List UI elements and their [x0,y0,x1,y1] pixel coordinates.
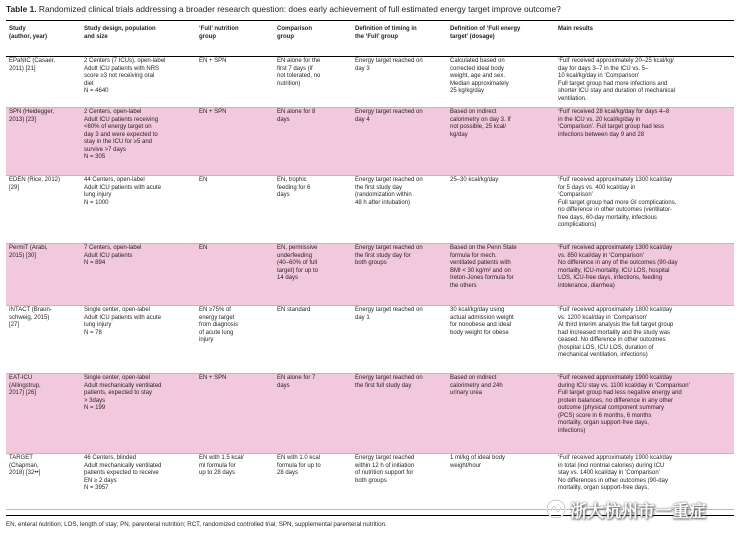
table-row-spn [6,108,734,176]
cell-line: (randomization within [355,192,412,198]
header-line: Definition of ‘Full energy [450,26,521,32]
table-cell [196,176,274,244]
column-header-1 [81,22,196,57]
table-cell [81,374,196,454]
table-cell [555,244,734,306]
cell-line: both groups [355,260,387,266]
cell-line: patients, expected to stay [84,390,153,396]
table-cell [352,454,447,510]
cell-line: Energy target reached [355,455,415,461]
cell-line: up to 28 days [199,470,236,476]
cell-line: both groups [355,477,387,484]
table-cell [196,374,274,454]
cell-line: EN with 1.0 kcal [277,455,321,461]
cell-line: infections) [558,427,586,434]
table-cell [447,57,555,108]
cell-line: score ≥3 not receiving oral [84,73,155,79]
cell-line: first 7 days (if [277,65,313,72]
table-row-eat-icu [6,374,734,454]
table-row-intact [6,306,734,374]
cell-line: formula for up to [277,462,321,469]
cell-line: schweig, 2015) [9,314,50,321]
header-row [6,22,734,57]
table-cell [274,108,352,176]
cell-line: Based on indirect [450,375,497,381]
cell-line: PermiT (Arabi, [9,245,48,251]
cell-line: during ICU stay vs. 1100 kcal/day in ‘Comparison’ [558,382,690,389]
table-cell [81,108,196,176]
cell-line: shorter ICU stay and duration of mechanical [558,88,676,94]
table-cell [274,244,352,306]
cell-line: EN [199,177,208,183]
cell-line: free days, 60-day mortality, infectious [558,214,657,221]
column-header-6 [555,22,734,57]
table-cell [447,306,555,374]
cell-line: Energy target reached on [355,245,423,251]
cell-line: N = 199 [84,405,106,411]
cell-line: Based on the Penn State [450,245,517,251]
table-row-epanic [6,57,734,108]
cell-line: Full target group had less negative energy and [558,390,682,396]
table-cell [6,374,81,454]
column-header-3 [274,22,352,57]
cell-line: calorimetry and 24h [450,382,503,389]
header-line: Study [9,26,26,32]
cell-line: 7 Centers, open-label [84,245,142,251]
table-cell [555,57,734,108]
table-cell [447,244,555,306]
header-line: target’ (dosage) [450,33,495,40]
cell-line: lung injury [84,192,112,198]
table-row-eden [6,176,734,244]
cell-line: Energy target reached on [355,177,423,183]
cell-line: 46 Centers, blinded [84,455,137,461]
cell-line: diet [84,80,94,87]
cell-line: corrected ideal body [450,65,505,72]
cell-line: ‘Full’ received approximately 1300 kcal/day [558,177,673,183]
table-cell [6,454,81,510]
cell-line: Adult ICU patients with acute [84,314,162,321]
cell-line: 30 kcal/kg/day using [450,307,505,313]
cell-line: underfeeding [277,252,313,259]
cell-line: N = 78 [84,329,102,336]
cell-line: (40–60% of full [277,260,318,266]
cell-line: day 3 [355,65,370,72]
cell-line: 2013) [23] [9,116,37,123]
cell-line: 44 Centers, open-label [84,177,145,183]
cell-line: EN ≥ 2 days [84,477,117,484]
cell-line: 10 kcal/kg/day in ‘Comparison’ [558,73,640,79]
cell-line: LOS, ICU-free days, infections, feeding [558,275,663,281]
cell-line: EN ≥75% of [199,307,231,313]
cell-line: Single center, open-label [84,375,151,381]
table-cell [274,176,352,244]
cell-line: Adult ICU patients [84,252,133,259]
cell-line: 2 Centers (7 ICUs), open-label [84,58,166,64]
cell-line: ml formula for [199,462,236,469]
cell-line: EN, permissive [277,245,318,251]
cell-line: EPaNIC (Casaer, [9,58,56,64]
cell-line: ‘Full’ received approximately 1800 kcal/day [558,307,673,313]
wechat-channel-icon [546,499,566,519]
cell-line: outcome (physical component summary [558,405,665,411]
table-cell [196,306,274,374]
cell-line: ventilated patients with [450,260,511,266]
watermark [546,496,736,522]
cell-line: <60% of energy target on [84,124,152,130]
table-cell [274,57,352,108]
cell-line: N = 1000 [84,199,109,206]
cell-line: EAT-ICU [9,375,33,381]
table-cell [447,108,555,176]
cell-line: actual admission weight [450,314,514,321]
table-cell [81,176,196,244]
cell-line: Single center, open-label [84,307,151,313]
cell-line: Energy target reached on [355,375,423,381]
cell-line: weight, age and sex. [450,73,506,79]
table-caption [6,2,734,17]
cell-line: 14 days [277,275,299,281]
cell-line: intolerance, diarrhea) [558,282,615,289]
table-cell [196,57,274,108]
cell-line: feeding for 6 [277,184,311,191]
cell-line: No difference in any of the outcomes (90-day [558,260,678,266]
cell-line: No differences in other outcomes (90-day [558,477,668,484]
cell-line: for 5 days vs. 400 kcal/day in [558,184,636,191]
cell-line: not tolerated, no [277,73,321,79]
cell-line: protein balances, no difference in any other [558,397,673,404]
caption-text: Randomized clinical trials addressing a broader research question: does early achievement of full estimated energy target improve outcome? [38,4,561,14]
cell-line: 25 kg/kg/day [450,88,485,94]
table-cell [81,306,196,374]
cell-line: Ireton-Jones formula for [450,275,514,281]
cell-line: (Allingstrup, [9,382,41,389]
cell-line: patients expected to receive [84,470,159,476]
cell-line: infections between day 9 and 28 [558,131,645,138]
cell-line: Full target group had more infections and [558,80,668,87]
table-cell [274,374,352,454]
cell-line: ceased. No difference in other outcomes [558,337,666,343]
header-line: the ‘Full’ group [355,33,398,40]
table-cell [352,244,447,306]
cell-line: no difference in other outcomes (ventilator- [558,207,672,213]
cell-line: EN alone for 8 [277,109,316,115]
table-cell [196,108,274,176]
cell-line: 28 days [277,470,299,476]
cell-line: Energy target reached on [355,307,423,313]
cell-line: from diagnosis [199,322,239,328]
cell-line: mortality, organ support-free days, [558,485,649,491]
cell-line: INTACT (Braun- [9,307,52,313]
cell-line: Adult ICU patients with acute [84,184,162,191]
cell-line: weight/hour [450,462,482,469]
cell-line: Energy target reached on [355,58,423,64]
cell-line: ‘Full’ received approximately 20–25 kcal/kg/ [558,58,674,64]
cell-line: (Chapman, [9,462,39,469]
cell-line: urinary urea [450,390,483,396]
cell-line: N = 4640 [84,88,109,94]
table-cell [352,108,447,176]
cell-line: (PCS) score in 6 months, 6 months [558,412,652,419]
cell-line: stay vs. 1400 kcal/day in ‘Comparison’ [558,470,661,476]
watermark-text: 浙大杭州市一重症 [570,501,706,522]
cell-line: Based on indirect [450,109,497,115]
table-cell [6,57,81,108]
table-cell [6,306,81,374]
cell-line: EN alone for 7 [277,375,316,381]
cell-line: EN + SPN [199,58,227,64]
cell-line: ‘Comparison’ [558,192,594,198]
table-cell [81,454,196,510]
header-line: ‘Full’ nutrition [199,26,239,32]
trials-table [6,22,734,510]
header-line: group [277,33,294,40]
cell-line: the first study day for [355,252,411,259]
cell-line: EN + SPN [199,109,227,115]
header-line: and size [84,33,108,40]
cell-line: Adult mechanically ventilated [84,382,162,389]
cell-line: day 1 [355,314,370,321]
table-cell [352,176,447,244]
cell-line: ‘Full’ received approximately 1900 kcal/day [558,375,673,381]
table-cell [447,454,555,510]
table-cell [352,374,447,454]
cell-line: body weight for obese [450,329,509,336]
column-header-2 [196,22,274,57]
cell-line: SPN (Heidegger, [9,109,55,115]
header-line: (author, year) [9,33,48,40]
cell-line: of nutrition support for [355,470,414,476]
table-cell [196,454,274,510]
cell-line: formula for mech. [450,252,497,259]
table-row-permit [6,244,734,306]
cell-line: vs. 850 kcal/day in ‘Comparison’ [558,252,645,259]
cell-line: in total (incl nontrial calories) during ICU [558,462,665,469]
cell-line: Adult mechanically ventilated [84,462,162,469]
cell-line: calorimetry on day 3. If [450,116,511,123]
table-footnote: EN, enteral nutrition; LOS, length of stay; PN, parenteral nutrition; RCT, randomized controlled trial; SPN, supplemental parenteral nutrition. [6,521,387,528]
cell-line: ‘Full’ received approximately 1300 kcal/day [558,245,673,251]
cell-line: 48 h after intubation) [355,199,411,206]
cell-line: lung injury [84,322,112,328]
cell-line: N = 3957 [84,485,109,491]
cell-line: within 12 h of initiation [355,462,415,469]
cell-line: the first full study day [355,382,412,389]
table-cell [555,374,734,454]
cell-line: 25–30 kcal/kg/day [450,177,499,183]
cell-line: kg/day [450,131,468,138]
header-line: Comparison [277,26,313,32]
cell-line: the first study day [355,184,403,191]
cell-line: nutrition) [277,80,301,87]
cell-line: 2017) [26] [9,390,37,396]
cell-line: EN + SPN [199,375,227,381]
cell-line: mortality, ICU-mortality, ICU LOS, hospital [558,267,670,274]
table-cell [447,374,555,454]
table-cell [555,306,734,374]
cell-line: BMI < 30 kg/m² and on [450,267,511,274]
cell-line: Energy target reached on [355,109,423,115]
cell-line: Adult ICU patients with NRS [84,65,160,72]
table-cell [196,244,274,306]
cell-line: had increased mortality and the study was [558,329,671,336]
cell-line: Calculated based on [450,58,505,64]
table-body [6,57,734,510]
cell-line: not possible, 25 kcal/ [450,124,507,130]
cell-line: mechanical ventilation, infections) [558,352,648,358]
cell-line: 2 Centers, open-label [84,109,142,115]
cell-line: for nonobese and ideal [450,322,512,328]
header-line: group [199,33,216,40]
table-cell [274,454,352,510]
cell-line: of acute lung [199,329,234,336]
cell-line: the others [450,282,477,289]
table-cell [352,57,447,108]
cell-line: injury [199,337,214,343]
cell-line: EN with 1.5 kcal/ [199,455,244,461]
cell-line: EN, trophic [277,177,307,183]
cell-line: 2011) [21] [9,65,36,72]
table-cell [6,244,81,306]
cell-line: stay in the ICU for ≥5 and [84,139,152,145]
column-header-5 [447,22,555,57]
top-rule [6,20,734,21]
cell-line: At third interim analysis the full target group [558,322,674,328]
table-cell [81,244,196,306]
cell-line: 1 ml/kg of ideal body [450,455,506,461]
cell-line: mortality, organ support-free days, [558,420,649,426]
cell-line: N = 305 [84,154,106,160]
cell-line: target) for up to [277,267,319,274]
cell-line: days [277,382,290,389]
cell-line: EN standard [277,307,311,313]
cell-line: day 3 and were expected to [84,131,158,138]
cell-line: day 4 [355,116,370,123]
cell-line: days [277,116,290,123]
cell-line: ‘Comparison’. Full target group had less [558,124,665,130]
cell-line: day for days 3–7 in the ICU vs. 5– [558,65,649,72]
table-cell [447,176,555,244]
cell-line: 2015) [30] [9,252,37,259]
cell-line: ventilation. [558,95,587,102]
cell-line: Full target group had more GI complications, [558,199,677,206]
table-cell [555,108,734,176]
cell-line: ‘Full’ received 28 kcal/kg/day for days 4–8 [558,109,670,115]
header-line: Study design, population [84,26,156,32]
caption-label: Table 1. [6,4,37,14]
cell-line: TARGET [9,455,33,461]
table-cell [6,176,81,244]
cell-line: survive >7 days [84,146,126,153]
cell-line: energy target [199,314,235,321]
cell-line: [27] [9,322,20,328]
column-header-4 [352,22,447,57]
cell-line: [29] [9,184,20,191]
cell-line: (hospital LOS, ICU LOS, duration of [558,344,654,351]
cell-line: Median approximately [450,80,509,87]
cell-line: vs. 1200 kcal/day in ‘Comparison’ [558,314,648,321]
table-cell [81,57,196,108]
cell-line: Adult ICU patients receiving [84,116,159,123]
cell-line: N = 894 [84,260,106,266]
cell-line: EN alone for the [277,58,321,64]
cell-line: > 3days [84,397,106,404]
cell-line: EDEN (Rice, 2012) [9,177,61,183]
table-cell [274,306,352,374]
cell-line: in the ICU vs. 20 kcal/kg/day in [558,116,641,123]
cell-line: complications) [558,222,597,228]
column-header-0 [6,22,81,57]
header-line: Main results [558,26,594,32]
cell-line: ‘Full’ received approximately 1900 kcal/day [558,455,673,461]
cell-line: EN [199,245,208,251]
table-cell [555,176,734,244]
cell-line: days [277,192,290,198]
header-line: Definition of timing in [355,26,417,32]
cell-line: 2018) [32••] [9,470,41,476]
table-cell [6,108,81,176]
table-cell [352,306,447,374]
